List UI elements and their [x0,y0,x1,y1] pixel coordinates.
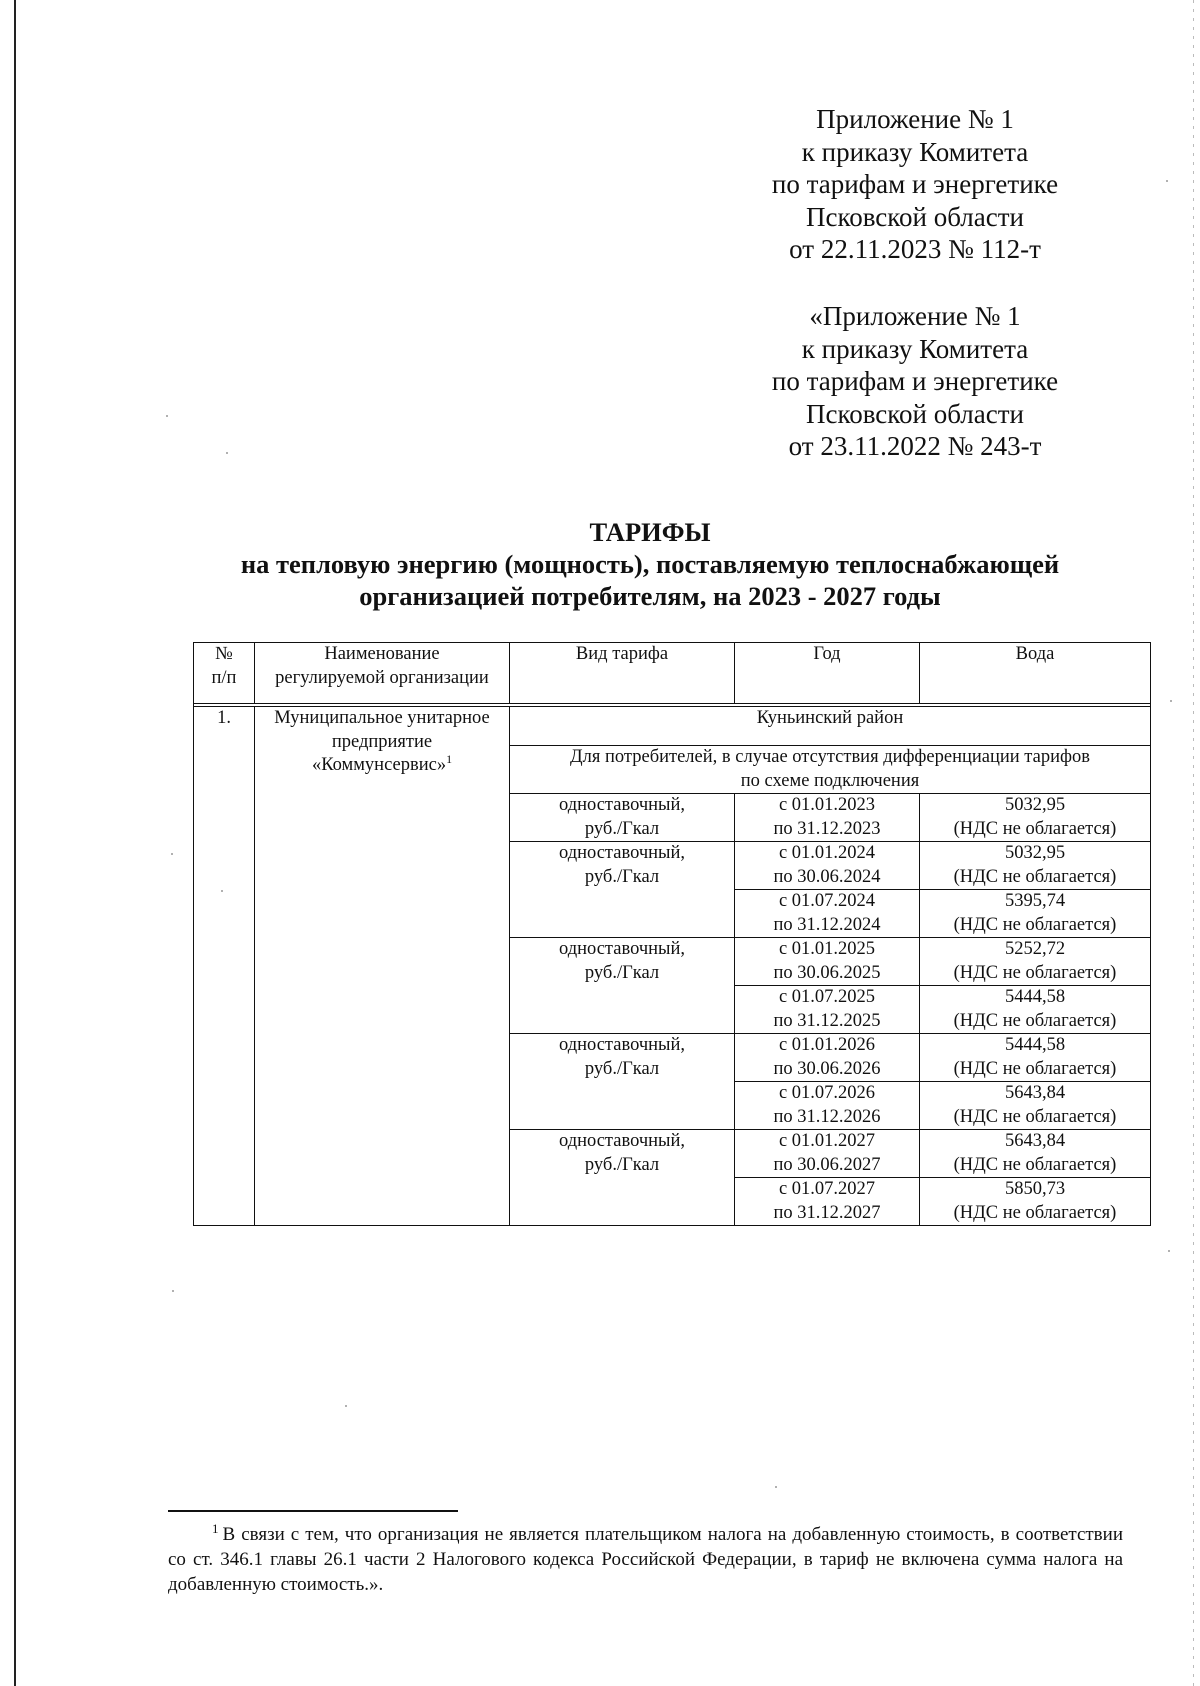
tariff-kind-cell [510,938,735,1034]
tariff-kind-cell [510,842,735,938]
tariff-value: 5643,84 [1004,1083,1066,1103]
tariff-kind-cell [510,1034,735,1130]
water-tariff-cell [920,938,1151,986]
period-from: с 01.01.2027 [778,1131,876,1151]
period-to: по 31.12.2026 [773,1106,881,1127]
period-cell [735,890,920,938]
tariff-value: 5395,74 [1004,891,1066,911]
scan-speck [172,1290,174,1292]
kind-text: одноставочный, [558,1035,685,1055]
header-number [194,643,255,704]
scan-speck [1170,700,1172,702]
footnote-text: В связи с тем, что организация не является плательщиком налога на добавленную стоимость, в соответствии со ст. 346.1 главы 26.1 части 2 Налогового кодекса Российской Федерации, в тариф не включена сумма налога на добавленную стоимость.». [168,1524,1123,1595]
header-year: Год [735,643,920,704]
organization-name [255,707,510,1226]
header-text: регулируемой организации [275,667,489,688]
title-line: ТАРИФЫ [589,517,711,547]
period-cell [735,986,920,1034]
footnote-mark: 1 [212,1520,219,1536]
tariff-table [193,642,1151,1226]
org-text: Муниципальное унитарное [274,708,490,728]
vat-note: (НДС не облагается) [953,866,1117,887]
table-row [194,707,1151,746]
period-to: по 30.06.2027 [773,1154,881,1175]
period-to: по 30.06.2026 [773,1058,881,1079]
water-tariff-cell [920,1178,1151,1226]
consumer-note [510,746,1151,794]
title-line: на тепловую энергию (мощность), поставляемую теплоснабжающей [240,549,1060,579]
appendix-line: «Приложение № 1 [809,301,1021,331]
period-to: по 30.06.2024 [773,866,881,887]
water-tariff-cell [920,1034,1151,1082]
row-number: 1. [194,707,255,1226]
kind-text: одноставочный, [558,939,685,959]
scan-speck [345,1405,347,1407]
vat-note: (НДС не облагается) [953,1154,1117,1175]
header-water: Вода [920,643,1151,704]
document-title [150,516,1150,612]
scan-speck [171,853,173,855]
scan-speck [1168,1250,1170,1252]
period-to: по 31.12.2024 [773,914,881,935]
kind-text: руб./Гкал [584,866,660,887]
note-text: Для потребителей, в случае отсутствия дифференциации тарифов [570,747,1090,767]
tariff-value: 5252,72 [1004,939,1066,959]
org-text [259,751,505,778]
period-cell [735,1130,920,1178]
footnote [168,1522,1123,1597]
period-to: по 31.12.2027 [773,1202,881,1223]
footnote-reference: 1 [446,751,453,766]
kind-text: руб./Гкал [584,962,660,983]
appendix-line: от 23.11.2022 № 243-т [788,431,1042,461]
scan-left-edge [14,0,16,1686]
appendix-previous [700,300,1130,463]
period-from: с 01.01.2024 [778,843,876,863]
tariff-value: 5444,58 [1004,1035,1066,1055]
tariff-value: 5850,73 [1004,1179,1066,1199]
vat-note: (НДС не облагается) [953,914,1117,935]
vat-note: (НДС не облагается) [953,1010,1117,1031]
period-from: с 01.01.2025 [778,939,876,959]
tariff-value: 5032,95 [1004,795,1066,815]
tariff-value: 5643,84 [1004,1131,1066,1151]
period-cell [735,1082,920,1130]
note-text: по схеме подключения [740,770,920,791]
appendix-line: по тарифам и энергетике [771,366,1059,396]
vat-note: (НДС не облагается) [953,818,1117,839]
table-header-row [194,643,1151,704]
appendix-current [700,103,1130,266]
org-text: «Коммунсервис» [311,755,447,775]
footnote-separator [168,1510,458,1512]
scan-speck [1166,180,1168,182]
kind-text: одноставочный, [558,1131,685,1151]
water-tariff-cell [920,794,1151,842]
water-tariff-cell [920,890,1151,938]
appendix-line: Приложение № 1 [816,104,1014,134]
period-cell [735,842,920,890]
appendix-line: по тарифам и энергетике [771,169,1059,199]
period-cell [735,1178,920,1226]
water-tariff-cell [920,1130,1151,1178]
tariff-value: 5032,95 [1004,843,1066,863]
period-to: по 31.12.2023 [773,818,881,839]
tariff-kind-cell [510,1130,735,1226]
appendix-line: Псковской области [805,398,1024,429]
vat-note: (НДС не облагается) [953,1202,1117,1223]
appendix-line: от 22.11.2023 № 112-т [789,234,1041,264]
period-from: с 01.07.2024 [778,891,876,911]
kind-text: одноставочный, [558,843,685,863]
appendix-line: к приказу Комитета [801,136,1029,167]
period-cell [735,794,920,842]
header-text: № [215,644,233,664]
vat-note: (НДС не облагается) [953,1106,1117,1127]
title-line: организацией потребителям, на 2023 - 2027 годы [359,581,941,611]
kind-text: руб./Гкал [584,1154,660,1175]
period-from: с 01.01.2023 [778,795,876,815]
scan-speck [166,415,168,417]
period-to: по 30.06.2025 [773,962,881,983]
water-tariff-cell [920,842,1151,890]
vat-note: (НДС не облагается) [953,962,1117,983]
header-organization [255,643,510,704]
header-tariff-kind: Вид тарифа [510,643,735,704]
water-tariff-cell [920,986,1151,1034]
district-name: Куньинский район [510,707,1151,746]
kind-text: одноставочный, [558,795,685,815]
tariff-kind-cell [510,794,735,842]
appendix-line: к приказу Комитета [801,333,1029,364]
org-text: предприятие [331,731,433,752]
header-text: п/п [211,667,237,688]
vat-note: (НДС не облагается) [953,1058,1117,1079]
kind-text: руб./Гкал [584,1058,660,1079]
period-cell [735,938,920,986]
scan-speck [775,1486,777,1488]
period-cell [735,1034,920,1082]
scan-speck [226,452,228,454]
period-from: с 01.07.2025 [778,987,876,1007]
period-from: с 01.07.2027 [778,1179,876,1199]
period-to: по 31.12.2025 [773,1010,881,1031]
appendix-line: Псковской области [805,201,1024,232]
header-text: Наименование [324,644,440,664]
scan-right-edge [1193,0,1194,1686]
water-tariff-cell [920,1082,1151,1130]
tariff-value: 5444,58 [1004,987,1066,1007]
period-from: с 01.07.2026 [778,1083,876,1103]
period-from: с 01.01.2026 [778,1035,876,1055]
kind-text: руб./Гкал [584,818,660,839]
